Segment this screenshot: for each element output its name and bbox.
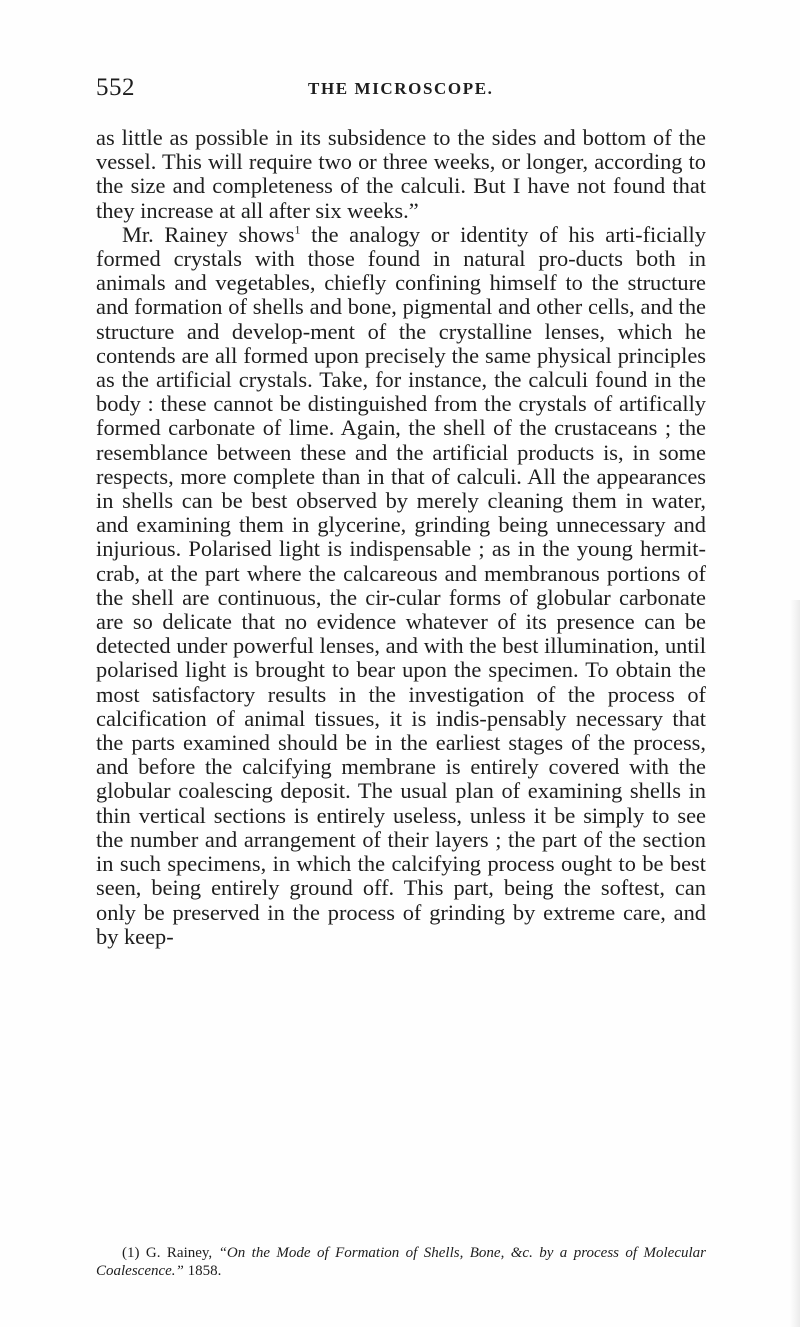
paragraph-continued: as little as possible in its subsidence to the sides and bottom of the vessel. This will require two or three weeks, or longer, according to the size and completeness of the calculi. But I have not found that they increase at all after six weeks.” [96, 125, 706, 223]
paragraph-rainey [96, 223, 706, 949]
running-title: THE MICROSCOPE. [308, 79, 494, 98]
page-header [96, 74, 696, 104]
scan-shadow-edge [790, 600, 800, 1327]
footnote-reference: 1 [294, 222, 301, 237]
footnote [96, 1244, 706, 1280]
body-text [96, 126, 706, 949]
paragraph-rainey-text: the analogy or identity of his arti-ficially formed crystals with those found in natural pro-ducts both in animals and vegetables, chiefly confining himself to the structure and formation of shells and bone, pigmental and other cells, and the structure and develop-ment of the crystalline lenses, which he contends are all formed upon precisely the same physical principles as the artificial crystals. Take, for instance, the calculi found in the body : these cannot be distinguished from the crystals of artifically formed carbonate of lime. Again, the shell of the crustaceans ; the resemblance between these and the artificial products is, in some respects, more complete than in that of calculi. All the appearances in shells can be best observed by merely cleaning them in water, and examining them in glycerine, grinding being unnecessary and injurious. Polarised light is indispensable ; as in the young hermit-crab, at the part where the calcareous and membranous portions of the shell are continuous, the cir-cular forms of globular carbonate are so delicate that no evidence whatever of its presence can be detected under powerful lenses, and with the best illumination, until polarised light is brought to bear upon the specimen. To obtain the most satisfactory results in the investigation of the process of calcification of animal tissues, it is indis-pensably necessary that the parts examined should be in the earliest stages of the process, and before the calcifying membrane is entirely covered with the globular coalescing deposit. The usual plan of examining shells in thin vertical sections is entirely useless, unless it be simply to see the number and arrangement of their layers ; the part of the section in such specimens, in which the calcifying process ought to be best seen, being entirely ground off. This part, being the softest, can only be preserved in the process of grinding by extreme care, and by keep- [96, 221, 706, 949]
footnote-year: 1858. [183, 1263, 222, 1279]
page-number: 552 [96, 74, 135, 101]
paragraph-rainey-start: Mr. Rainey shows [122, 221, 295, 247]
footnote-title: “On the Mode of Formation of Shells, Bone, &c. by a process of Molecular Coalescence.” [96, 1245, 706, 1279]
footnote-label: (1) G. Rainey, [122, 1245, 219, 1261]
